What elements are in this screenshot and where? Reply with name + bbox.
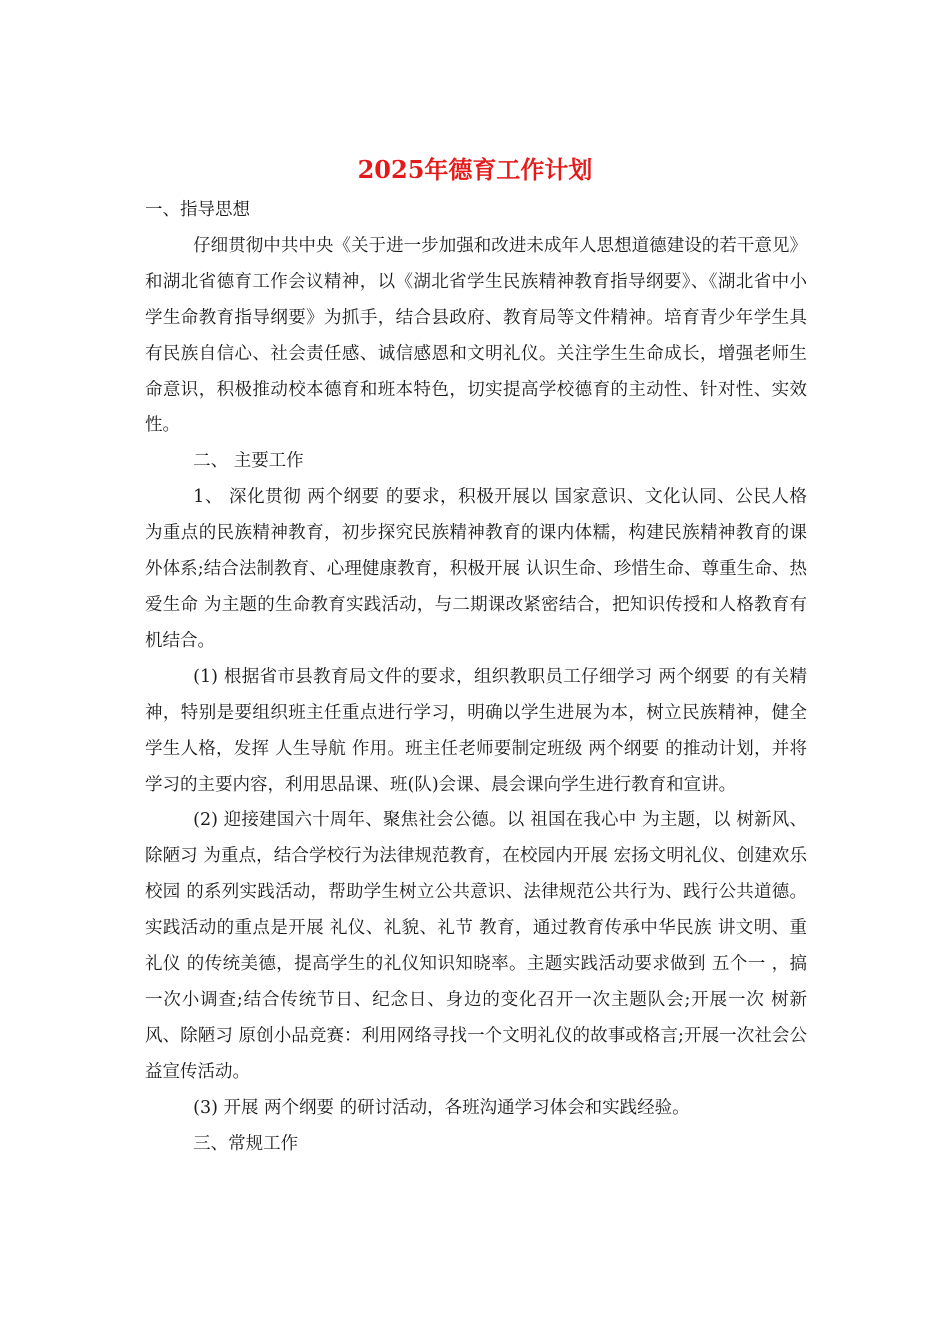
section-heading-routine-work: 三、常规工作 <box>193 1133 299 1154</box>
paragraph-guiding-ideology: 仔细贯彻中共中央《关于进一步加强和改进未成年人思想道德建设的若干意见》和湖北省德育工作会议精神，以《湖北省学生民族精神教育指导纲要》、《湖北省中小学生命教育指导纲要》为抓手，结合县政府、教育局等文件精神。培育青少年学生具有民族自信心、社会责任感、诚信感恩和文明礼仪。关注学生生命成长，增强老师生命意识，积极推动校本德育和班本特色，切实提高学校德育的主动性、针对性、实效性。 <box>145 235 807 436</box>
section-heading-guiding-ideology: 一、指导思想 <box>145 200 250 220</box>
paragraph-sub-item-3: (3) 开展 两个纲要 的研讨活动，各班沟通学习体会和实践经验。 <box>193 1097 690 1118</box>
document-title: 2025年德育工作计划 <box>357 155 593 184</box>
paragraph-main-work-item-1: 1、 深化贯彻 两个纲要 的要求，积极开展以 国家意识、文化认同、公民人格 为重点的民族精神教育，初步探究民族精神教育的课内体糯，构建民族精神教育的课外体系;结合法制教育、心理健康教育，积极开展 认识生命、珍惜生命、尊重生命、热爱生命 为主题的生命教育实践活动，与二期课改紧密结合，把知识传授和人格教育有机结合。 <box>145 487 807 651</box>
paragraph-sub-item-2: (2) 迎接建国六十周年、聚焦社会公德。以 祖国在我心中 为主题，以 树新风、除陋习 为重点，结合学校行为法律规范教育，在校园内开展 宏扬文明礼仪、创建欢乐校园 的系列实践活动，帮助学生树立公共意识、法律规范公共行为、践行公共道德。实践活动的重点是开展 礼仪、礼貌、礼节 教育，通过教育传承中华民族 讲文明、重礼仪 的传统美德，提高学生的礼仪知识知晓率。主题实践活动要求做到 五个一 ，搞一次小调查;结合传统节日、纪念日、身边的变化召开一次主题队会;开展一次 树新风、除陋习 原创小品竞赛：利用网络寻找一个文明礼仪的故事或格言;开展一次社会公益宣传活动。 <box>145 810 807 1082</box>
paragraph-sub-item-1: (1) 根据省市县教育局文件的要求，组织教职员工仔细学习 两个纲要 的有关精神，特别是要组织班主任重点进行学习，明确以学生进展为本，树立民族精神，健全学生人格，发挥 人生导航 作用。班主任老师要制定班级 两个纲要 的推动计划，并将学习的主要内容，利用思品课、班(队)会课、晨会课向学生进行教育和宣讲。 <box>145 666 807 795</box>
document-body <box>145 193 807 1162</box>
section-heading-main-work: 二、 主要工作 <box>193 451 304 472</box>
